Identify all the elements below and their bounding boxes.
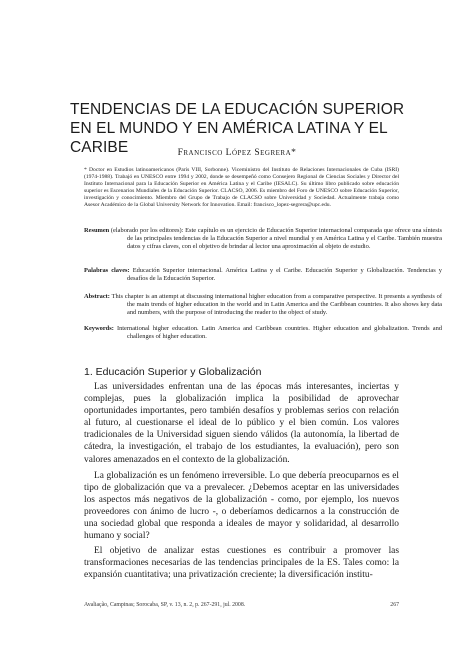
keywords-label: Keywords: [84,325,114,332]
page-number: 267 [390,602,399,608]
palabras-claves-text: Educación Superior internacional. América Latina y el Caribe. Educación Superior y Globalización. Tendencias y desafíos de la Educación Superior. [127,267,442,283]
palabras-claves-label: Palabras claves: [84,267,130,274]
palabras-claves-block [84,267,442,283]
author-name: Francisco López Segrera* [177,148,297,158]
body-paragraph-3 [84,545,399,581]
resumen-text: (elaborado por los editores): Este capítulo es un ejercicio de Educación Superior internacional comparada que ofrece una síntesis de las principales tendencias de la Educación Superior a nivel mundial y en América Latina y el Caribe. También muestra datos y cifras claves, con el objetivo de brindar al lector una aproximación al objeto de estudio. [110,227,442,251]
keywords-block [84,325,442,341]
page-footer [84,602,399,608]
abstract-text: This chapter is an attempt at discussing international higher education from a comparative perspective. It presents a synthesis of the main trends of higher education in the world and in Latin America and the Caribbean countries. It also shows key data and numbers, with the purpose of introducing the reader to the object of study. [111,293,442,317]
resumen-block [84,227,442,252]
keywords-text: International higher education. Latin America and Caribbean countries. Higher education and globalization. Trends and challenges of higher education. [116,325,442,341]
body-paragraph-1 [84,381,399,466]
section-heading: 1. Educación Superior y Globalización [84,366,262,378]
author-footnote: * Doctor en Estudios latinoamericanos (París VIII, Sorbonne). Viceministro del Instituto de Relaciones Internacionales de Cuba (ISRI) (1974-1988). Trabajó en UNESCO entre 1994 y 2002, donde se desempeñó como Consejero Regional de Ciencias Sociales y Director del Instituto Internacional para la Educación Superior en América Latina y el Caribe (IESALC). Su último libro publicado sobre educación superior es Escenarios Mundiales de la Educación Superior. CLACSO, 2006. Es miembro del Foro de UNESCO sobre Educación Superior, investigación y conocimiento. Miembro del Grupo de Trabajo de CLACSO sobre Universidad y Sociedad. Actualmente trabaja como Asesor Académico de la Global University Network for Innovation. Email: francisco_lopez-segrera@upc.edu. [84,167,399,209]
article-title: TENDENCIAS DE LA EDUCACIÓN SUPERIOR EN EL MUNDO Y EN AMÉRICA LATINA Y EL CARIBE [70,101,405,156]
journal-citation: Avaliação, Campinas; Sorocaba, SP, v. 13, n. 2, p. 267-291, jul. 2008. [84,602,246,608]
body-paragraph-2 [84,470,399,543]
abstract-label: Abstract: [84,293,110,300]
paragraph-text: El objetivo de analizar estas cuestiones es contribuir a promover las transformaciones necesarias de las tendencias principales de la ES. Tales como: la expansión cuantitativa; una privatización creciente; la diversificación institu- [84,546,399,581]
paragraph-text: Las universidades enfrentan una de las épocas más interesantes, inciertas y complejas, pues la globalización implica la posibilidad de aprovechar oportunidades importantes, pero también desafíos y problemas serios con relación al futuro, al cuestionarse el ideal de lo público y el bien común. Los valores tradicionales de la Universidad siguen siendo válidos (la autonomía, la libertad de cátedra, la investigación, el trabajo de los estudiantes, la evaluación), pero son valores amenazados en el contexto de la globalización. [84,382,399,465]
resumen-label: Resumen [84,227,110,234]
abstract-block [84,293,442,318]
paragraph-text: La globalización es un fenómeno irreversible. Lo que debería preocuparnos es el tipo de globalización que va a prevalecer. ¿Debemos aceptar en las universidades los aspectos más negativos de la globalización - como, por ejemplo, los nuevos proveedores con ánimo de lucro -, o deberíamos dedicarnos a la construcción de una sociedad global que responda a ideales de mayor y solidaridad, al desarrollo humano y social? [84,471,399,542]
